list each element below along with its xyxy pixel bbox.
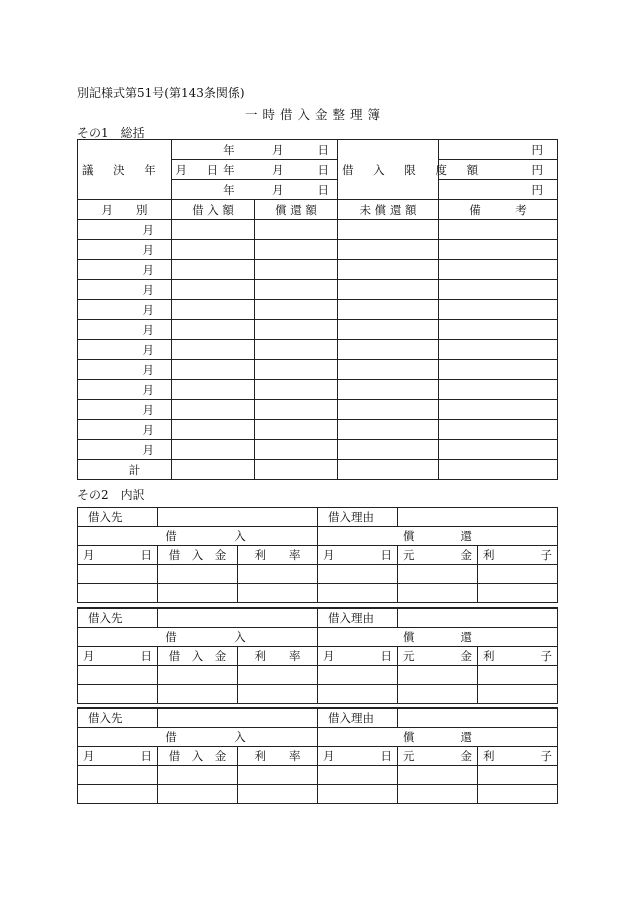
date-part-label: 年	[223, 142, 235, 157]
summary-cell[interactable]	[439, 420, 558, 440]
summary-cell[interactable]	[255, 220, 338, 240]
repay-header: 償 還	[318, 628, 558, 647]
summary-column-header: 備 考	[439, 200, 558, 220]
lender-field[interactable]	[158, 608, 318, 628]
borrow-limit-label: 借 入 限 度 額	[338, 140, 439, 200]
sub-column-header: 利 率	[238, 546, 318, 565]
detail-cell[interactable]	[238, 766, 318, 785]
summary-cell[interactable]	[439, 400, 558, 420]
month-row	[78, 380, 558, 400]
sub-column-header: 利 子	[478, 747, 558, 766]
summary-cell[interactable]	[255, 360, 338, 380]
reason-label: 借入理由	[318, 608, 398, 628]
summary-cell[interactable]	[255, 340, 338, 360]
reason-field[interactable]	[398, 608, 558, 628]
resolution-date-field[interactable]	[172, 160, 338, 180]
summary-cell[interactable]	[338, 440, 439, 460]
total-cell[interactable]	[439, 460, 558, 480]
summary-cell[interactable]	[439, 320, 558, 340]
summary-cell[interactable]	[172, 420, 255, 440]
month-row	[78, 340, 558, 360]
section2-heading: その2 内訳	[77, 488, 145, 502]
summary-cell[interactable]	[338, 420, 439, 440]
detail-block	[77, 607, 558, 704]
summary-cell[interactable]	[255, 320, 338, 340]
date-part-label: 月	[272, 182, 284, 197]
summary-cell[interactable]	[255, 400, 338, 420]
total-cell[interactable]	[255, 460, 338, 480]
detail-cell[interactable]	[398, 685, 478, 704]
month-cell[interactable]: 月	[78, 380, 172, 400]
total-cell[interactable]	[338, 460, 439, 480]
month-row	[78, 220, 558, 240]
detail-cell[interactable]	[158, 766, 238, 785]
sub-column-header: 月 日	[78, 747, 158, 766]
sub-column-header: 月 日	[78, 546, 158, 565]
detail-cell[interactable]	[478, 785, 558, 804]
summary-cell[interactable]	[439, 380, 558, 400]
lender-row	[78, 608, 558, 628]
detail-cell[interactable]	[158, 666, 238, 685]
sub-column-header: 借 入 金	[158, 747, 238, 766]
lender-label: 借入先	[78, 608, 158, 628]
borrow-limit-yen-field[interactable]: 円	[439, 140, 558, 160]
resolution-date-field[interactable]	[172, 140, 338, 160]
detail-cell[interactable]	[78, 766, 158, 785]
detail-cell[interactable]	[238, 785, 318, 804]
detail-block	[77, 707, 558, 804]
repay-header: 償 還	[318, 527, 558, 546]
summary-header-row	[78, 200, 558, 220]
lender-row	[78, 708, 558, 728]
detail-cell[interactable]	[478, 685, 558, 704]
summary-cell[interactable]	[172, 320, 255, 340]
date-part-label: 年	[223, 182, 235, 197]
lender-row	[78, 508, 558, 527]
detail-cell[interactable]	[398, 565, 478, 584]
group-header-row	[78, 527, 558, 546]
detail-cell[interactable]	[478, 584, 558, 603]
sub-header-row	[78, 747, 558, 766]
month-cell[interactable]: 月	[78, 440, 172, 460]
date-part-label: 日	[317, 182, 329, 197]
summary-cell[interactable]	[338, 300, 439, 320]
month-cell[interactable]: 月	[78, 400, 172, 420]
summary-cell[interactable]	[255, 260, 338, 280]
lender-field[interactable]	[158, 708, 318, 728]
date-part-label: 月	[272, 142, 284, 157]
detail-block	[77, 507, 558, 603]
page-title: 一時借入金整理簿	[244, 107, 385, 122]
lender-label: 借入先	[78, 508, 158, 527]
summary-cell[interactable]	[255, 380, 338, 400]
summary-cell[interactable]	[439, 300, 558, 320]
month-cell[interactable]: 月	[78, 360, 172, 380]
detail-cell[interactable]	[158, 785, 238, 804]
month-row	[78, 440, 558, 460]
summary-cell[interactable]	[338, 220, 439, 240]
summary-column-header: 償 還 額	[255, 200, 338, 220]
summary-column-header: 月 別	[78, 200, 172, 220]
detail-cell[interactable]	[318, 666, 398, 685]
detail-row	[78, 565, 558, 584]
month-cell[interactable]: 月	[78, 280, 172, 300]
repay-header: 償 還	[318, 728, 558, 747]
detail-cell[interactable]	[398, 666, 478, 685]
sub-column-header: 利 子	[478, 647, 558, 666]
summary-cell[interactable]	[172, 400, 255, 420]
sub-column-header: 月 日	[318, 647, 398, 666]
date-part-label: 年	[223, 162, 235, 177]
summary-cell[interactable]	[255, 420, 338, 440]
sub-column-header: 利 子	[478, 546, 558, 565]
detail-row	[78, 766, 558, 785]
summary-cell[interactable]	[439, 340, 558, 360]
detail-cell[interactable]	[318, 766, 398, 785]
detail-cell[interactable]	[78, 565, 158, 584]
sub-column-header: 月 日	[318, 546, 398, 565]
summary-column-header: 借 入 額	[172, 200, 255, 220]
detail-row	[78, 685, 558, 704]
month-row	[78, 320, 558, 340]
month-row	[78, 260, 558, 280]
summary-cell[interactable]	[255, 240, 338, 260]
borrow-header: 借 入	[78, 728, 318, 747]
summary-cell[interactable]	[172, 280, 255, 300]
summary-cell[interactable]	[338, 380, 439, 400]
summary-cell[interactable]	[172, 360, 255, 380]
detail-cell[interactable]	[78, 785, 158, 804]
reason-label: 借入理由	[318, 508, 398, 527]
sub-header-row	[78, 546, 558, 565]
detail-cell[interactable]	[238, 666, 318, 685]
month-row	[78, 360, 558, 380]
summary-cell[interactable]	[172, 220, 255, 240]
sub-column-header: 元 金	[398, 647, 478, 666]
summary-cell[interactable]	[172, 240, 255, 260]
sub-column-header: 元 金	[398, 747, 478, 766]
detail-cell[interactable]	[78, 666, 158, 685]
reason-label: 借入理由	[318, 708, 398, 728]
month-cell[interactable]: 月	[78, 300, 172, 320]
summary-table	[77, 139, 558, 480]
reason-field[interactable]	[398, 708, 558, 728]
sub-column-header: 月 日	[318, 747, 398, 766]
month-cell[interactable]: 月	[78, 260, 172, 280]
month-cell[interactable]: 月	[78, 220, 172, 240]
summary-cell[interactable]	[338, 320, 439, 340]
section1-heading: その1 総括	[77, 126, 145, 140]
month-row	[78, 280, 558, 300]
date-part-label: 日	[317, 142, 329, 157]
total-label: 計	[78, 460, 172, 480]
summary-cell[interactable]	[338, 280, 439, 300]
borrow-header: 借 入	[78, 628, 318, 647]
month-row	[78, 240, 558, 260]
summary-cell[interactable]	[172, 260, 255, 280]
borrow-limit-yen-field[interactable]: 円	[439, 180, 558, 200]
sub-column-header: 月 日	[78, 647, 158, 666]
sub-header-row	[78, 647, 558, 666]
sub-column-header: 利 率	[238, 747, 318, 766]
borrow-header: 借 入	[78, 527, 318, 546]
sub-column-header: 借 入 金	[158, 546, 238, 565]
summary-cell[interactable]	[172, 380, 255, 400]
detail-cell[interactable]	[398, 785, 478, 804]
detail-cell[interactable]	[158, 565, 238, 584]
detail-cell[interactable]	[478, 766, 558, 785]
month-cell[interactable]: 月	[78, 320, 172, 340]
detail-cell[interactable]	[318, 685, 398, 704]
month-row	[78, 300, 558, 320]
summary-column-header: 未 償 還 額	[338, 200, 439, 220]
group-header-row	[78, 628, 558, 647]
detail-cell[interactable]	[478, 666, 558, 685]
summary-cell[interactable]	[439, 440, 558, 460]
detail-cell[interactable]	[398, 584, 478, 603]
summary-cell[interactable]	[439, 240, 558, 260]
lender-field[interactable]	[158, 508, 318, 527]
summary-cell[interactable]	[338, 360, 439, 380]
borrow-limit-yen-field[interactable]: 円	[439, 160, 558, 180]
summary-cell[interactable]	[338, 400, 439, 420]
date-part-label: 日	[317, 162, 329, 177]
summary-cell[interactable]	[172, 340, 255, 360]
summary-cell[interactable]	[439, 280, 558, 300]
sub-column-header: 借 入 金	[158, 647, 238, 666]
date-parts	[176, 142, 333, 158]
summary-cell[interactable]	[255, 280, 338, 300]
summary-cell[interactable]	[338, 240, 439, 260]
detail-cell[interactable]	[318, 785, 398, 804]
detail-cell[interactable]	[398, 766, 478, 785]
detail-row	[78, 785, 558, 804]
detail-cell[interactable]	[238, 565, 318, 584]
detail-cell[interactable]	[238, 584, 318, 603]
detail-cell[interactable]	[78, 584, 158, 603]
detail-cell[interactable]	[158, 685, 238, 704]
reason-field[interactable]	[398, 508, 558, 527]
summary-cell[interactable]	[439, 260, 558, 280]
date-part-label: 月	[272, 162, 284, 177]
summary-cell[interactable]	[439, 360, 558, 380]
detail-cell[interactable]	[478, 565, 558, 584]
group-header-row	[78, 728, 558, 747]
date-parts	[176, 182, 333, 198]
summary-cell[interactable]	[439, 220, 558, 240]
detail-cell[interactable]	[238, 685, 318, 704]
total-cell[interactable]	[172, 460, 255, 480]
month-row	[78, 400, 558, 420]
detail-cell[interactable]	[158, 584, 238, 603]
month-cell[interactable]: 月	[78, 340, 172, 360]
month-cell[interactable]: 月	[78, 420, 172, 440]
detail-row	[78, 584, 558, 603]
month-row	[78, 420, 558, 440]
form-reference: 別記様式第51号(第143条関係)	[77, 86, 245, 100]
summary-cell[interactable]	[255, 440, 338, 460]
detail-row	[78, 666, 558, 685]
summary-cell[interactable]	[338, 260, 439, 280]
month-cell[interactable]: 月	[78, 240, 172, 260]
total-row	[78, 460, 558, 480]
detail-cell[interactable]	[78, 685, 158, 704]
sub-column-header: 元 金	[398, 546, 478, 565]
sub-column-header: 利 率	[238, 647, 318, 666]
resolution-date-label: 議 決 年 月 日	[78, 140, 172, 200]
date-parts	[176, 162, 333, 178]
summary-cell[interactable]	[172, 440, 255, 460]
summary-cell[interactable]	[172, 300, 255, 320]
lender-label: 借入先	[78, 708, 158, 728]
resolution-date-field[interactable]	[172, 180, 338, 200]
summary-cell[interactable]	[255, 300, 338, 320]
detail-cell[interactable]	[318, 565, 398, 584]
resolution-row	[78, 140, 558, 160]
summary-cell[interactable]	[338, 340, 439, 360]
detail-cell[interactable]	[318, 584, 398, 603]
